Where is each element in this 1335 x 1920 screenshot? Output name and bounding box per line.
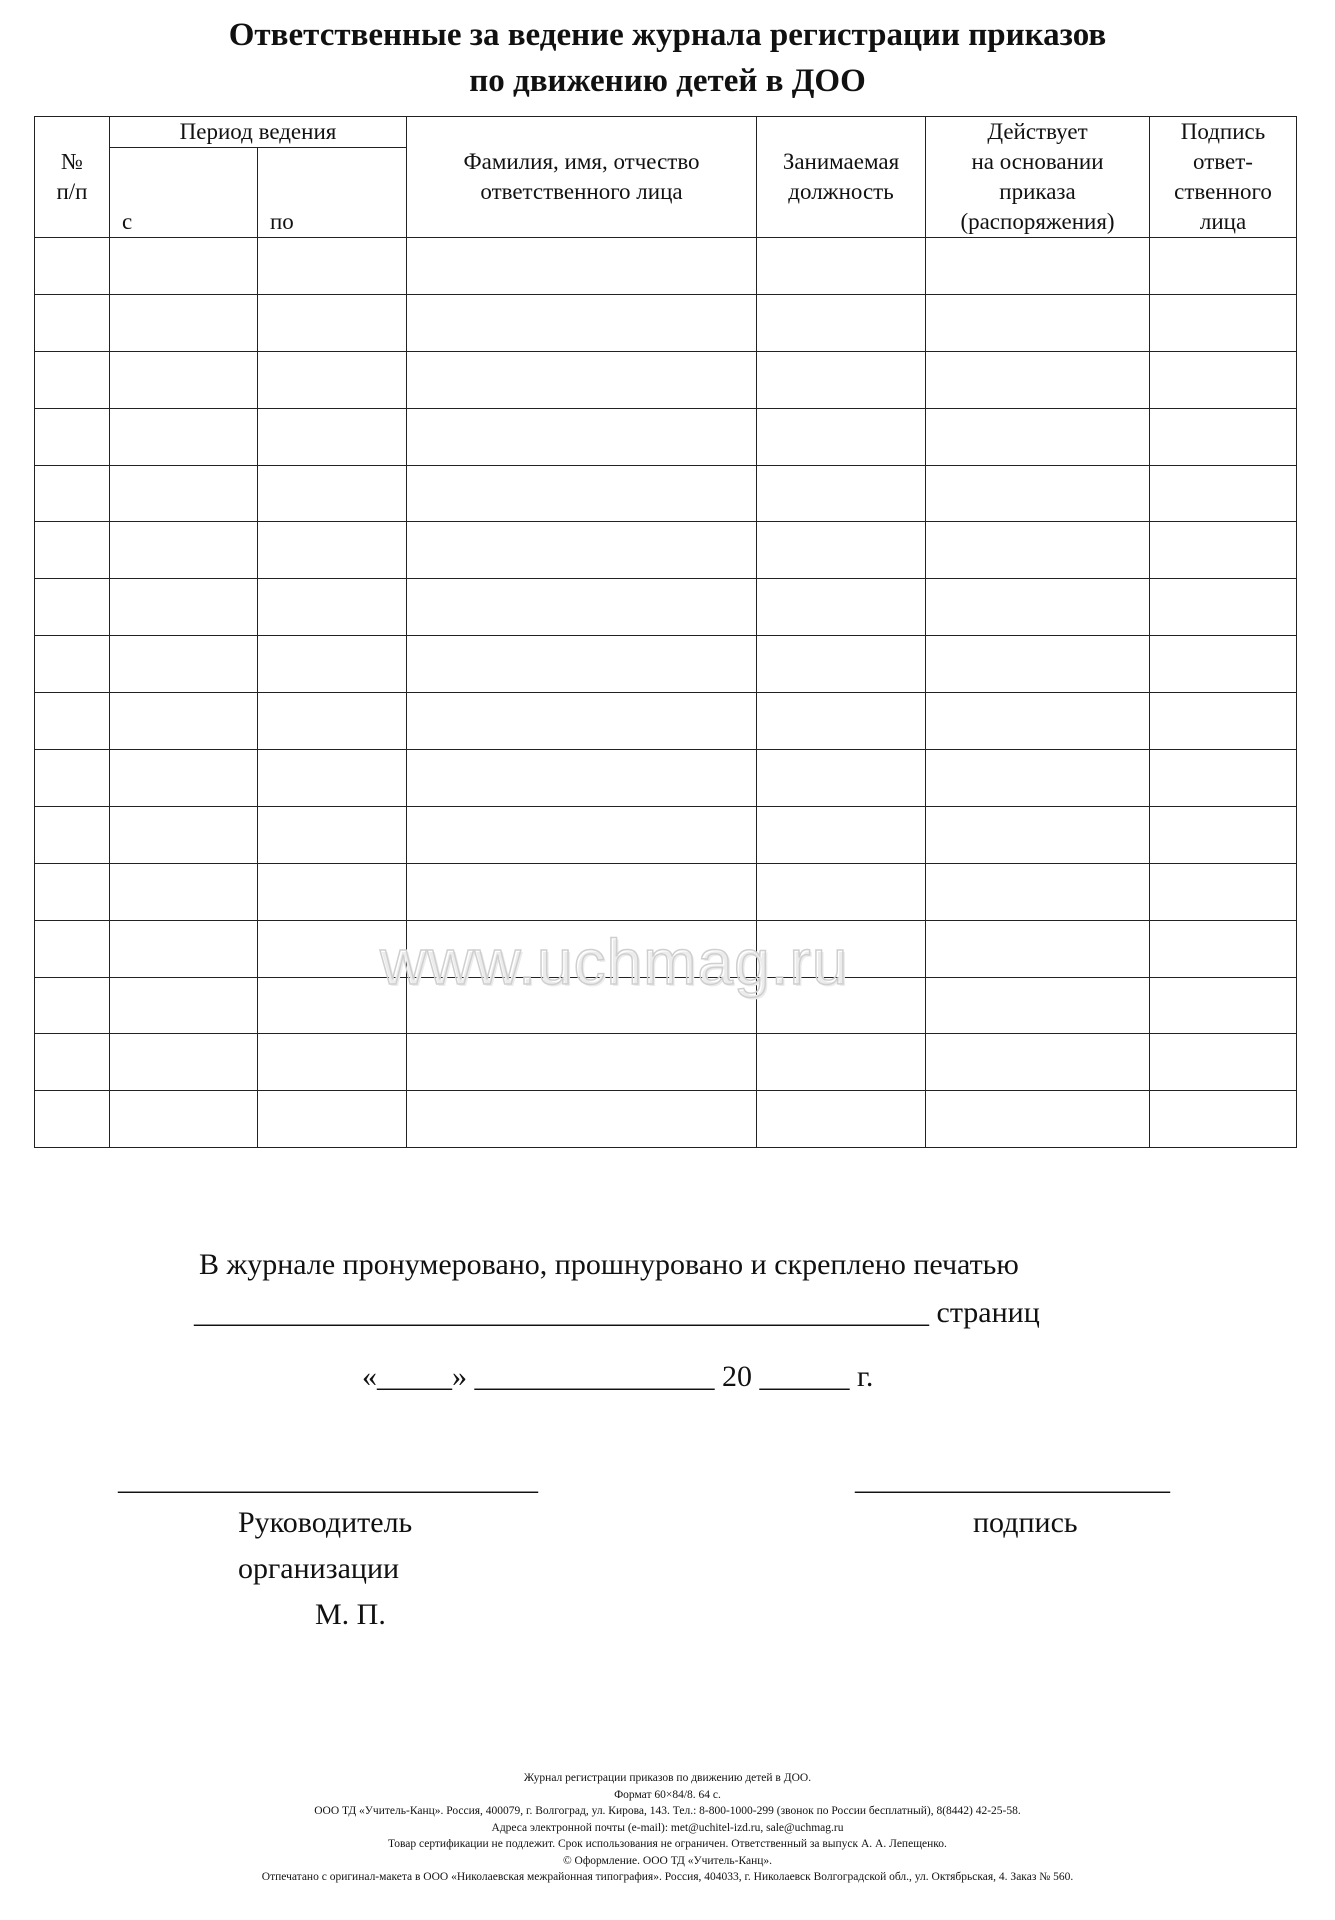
table-cell [1150, 1091, 1297, 1148]
table-cell [407, 408, 757, 465]
table-cell [926, 579, 1150, 636]
head-label-2: организации [238, 1552, 400, 1585]
table-row [35, 408, 1297, 465]
table-row [35, 465, 1297, 522]
table-cell [757, 636, 926, 693]
table-cell [258, 636, 407, 693]
table-cell [35, 1034, 110, 1091]
table-cell [258, 351, 407, 408]
table-cell [926, 238, 1150, 295]
table-cell [35, 693, 110, 750]
table-cell [926, 636, 1150, 693]
footer-line: ООО ТД «Учитель-Канц». Россия, 400079, г. Волгоград, ул. Кирова, 143. Тел.: 8-800-1000-299 (звонок по России бесплатный), 8(8442) 42-25-58. [314, 1805, 1021, 1817]
imprint-footer [0, 1770, 1335, 1886]
table-cell [757, 1034, 926, 1091]
table-cell [258, 1091, 407, 1148]
table-cell [35, 863, 110, 920]
footer-line: © Оформление. ООО ТД «Учитель-Канц». [562, 1854, 773, 1867]
table-cell [258, 522, 407, 579]
header-signature: Подпись ответ- ственного лица [1150, 117, 1297, 238]
table-cell [407, 351, 757, 408]
table-cell [757, 806, 926, 863]
date-line: «_____» ________________ 20 ______ г. [362, 1360, 874, 1393]
table-cell [110, 408, 258, 465]
table-cell [35, 636, 110, 693]
table-cell [1150, 579, 1297, 636]
table-cell [407, 863, 757, 920]
table-cell [110, 238, 258, 295]
table-cell [258, 750, 407, 807]
table-cell [407, 636, 757, 693]
table-row [35, 238, 1297, 295]
table-cell [110, 579, 258, 636]
table-cell [35, 294, 110, 351]
table-cell [926, 522, 1150, 579]
footer-line: Журнал регистрации приказов по движению детей в ДОО. [523, 1772, 812, 1784]
table-cell [258, 238, 407, 295]
table-cell [35, 1091, 110, 1148]
table-cell [757, 750, 926, 807]
table-cell [110, 977, 258, 1034]
table-cell [757, 238, 926, 295]
table-cell [35, 579, 110, 636]
table-cell [258, 294, 407, 351]
table-cell [1150, 863, 1297, 920]
table-row [35, 863, 1297, 920]
table-cell [110, 465, 258, 522]
stamp-label: М. П. [315, 1598, 386, 1631]
table-cell [926, 294, 1150, 351]
watermark: www.uchmag.ru [380, 926, 849, 998]
table-cell [1150, 750, 1297, 807]
table-cell [926, 977, 1150, 1034]
table-cell [757, 522, 926, 579]
table-body [35, 238, 1297, 1148]
table-cell [1150, 408, 1297, 465]
table-row [35, 294, 1297, 351]
table-cell [926, 693, 1150, 750]
table-cell [407, 1091, 757, 1148]
table-cell [757, 294, 926, 351]
table-row [35, 806, 1297, 863]
title-line-1: Ответственные за ведение журнала регистрации приказов [228, 17, 1107, 53]
footer-line: Товар сертификации не подлежит. Срок использования не ограничен. Ответственный за выпуск А. А. Лепещенко. [388, 1838, 947, 1850]
header-name: Фамилия, имя, отчество ответственного лица [407, 117, 757, 238]
table-cell [926, 806, 1150, 863]
table-cell [258, 806, 407, 863]
header-position: Занимаемая должность [757, 117, 926, 238]
table-cell [407, 294, 757, 351]
table-row [35, 522, 1297, 579]
table-cell [1150, 294, 1297, 351]
table-cell [926, 408, 1150, 465]
table-cell [110, 351, 258, 408]
pages-count-line: _________________________________________________ страниц [194, 1296, 1040, 1329]
header-period-to: по [258, 148, 407, 238]
signature-label: подпись [973, 1506, 1078, 1539]
table-cell [110, 920, 258, 977]
head-signature-line: ____________________________ [118, 1463, 538, 1496]
table-cell [407, 522, 757, 579]
table-cell [258, 579, 407, 636]
table-cell [110, 294, 258, 351]
table-cell [926, 750, 1150, 807]
signature-line: _____________________ [855, 1463, 1170, 1496]
table-cell [110, 522, 258, 579]
header-period-from: с [110, 148, 258, 238]
footer-line: Адреса электронной почты (e-mail): met@uchitel-izd.ru, sale@uchmag.ru [491, 1821, 844, 1834]
table-cell [407, 693, 757, 750]
table-cell [35, 465, 110, 522]
table-cell [1150, 1034, 1297, 1091]
table-cell [407, 465, 757, 522]
table-cell [1150, 977, 1297, 1034]
table-cell [1150, 351, 1297, 408]
head-label-1: Руководитель [238, 1506, 413, 1539]
table-row [35, 351, 1297, 408]
table-cell [757, 465, 926, 522]
table-cell [1150, 522, 1297, 579]
table-row [35, 693, 1297, 750]
table-cell [926, 863, 1150, 920]
title-line-2: по движению детей в ДОО [469, 63, 866, 99]
table-cell [258, 863, 407, 920]
table-cell [757, 693, 926, 750]
table-cell [757, 408, 926, 465]
table-cell [407, 750, 757, 807]
table-cell [110, 863, 258, 920]
table-cell [1150, 238, 1297, 295]
certification-statement: В журнале пронумеровано, прошнуровано и скреплено печатью [199, 1248, 1019, 1281]
table-cell [926, 1091, 1150, 1148]
table-cell [110, 636, 258, 693]
table-row [35, 636, 1297, 693]
table-cell [926, 465, 1150, 522]
table-row [35, 1034, 1297, 1091]
table-cell [757, 579, 926, 636]
header-number: № п/п [35, 117, 110, 238]
table-cell [258, 1034, 407, 1091]
table-cell [1150, 693, 1297, 750]
header-basis: Действует на основании приказа (распоряжения) [926, 117, 1150, 238]
table-cell [1150, 465, 1297, 522]
table-cell [1150, 920, 1297, 977]
table-cell [35, 522, 110, 579]
table-row [35, 1091, 1297, 1148]
header-period: Период ведения [110, 117, 407, 148]
table-cell [757, 351, 926, 408]
footer-line: Отпечатано с оригинал-макета в ООО «Николаевская межрайонная типография». Россия, 404033, г. Николаевск Волгоградской обл., ул. Октябрьская, 4. Заказ № 560. [261, 1871, 1074, 1883]
footer-line: Формат 60×84/8. 64 с. [614, 1788, 721, 1801]
table-cell [35, 238, 110, 295]
table-cell [35, 920, 110, 977]
table-cell [35, 977, 110, 1034]
table-cell [110, 806, 258, 863]
table-cell [1150, 806, 1297, 863]
table-cell [110, 1091, 258, 1148]
table-row [35, 750, 1297, 807]
table-cell [1150, 636, 1297, 693]
table-cell [258, 465, 407, 522]
table-cell [35, 408, 110, 465]
table-cell [407, 238, 757, 295]
table-cell [110, 693, 258, 750]
table-cell [757, 863, 926, 920]
table-cell [757, 1091, 926, 1148]
table-cell [926, 351, 1150, 408]
table-row [35, 579, 1297, 636]
table-cell [110, 1034, 258, 1091]
table-cell [258, 408, 407, 465]
table-cell [35, 806, 110, 863]
table-cell [110, 750, 258, 807]
table-cell [258, 693, 407, 750]
document-title [0, 12, 1335, 104]
table-cell [926, 920, 1150, 977]
table-cell [35, 750, 110, 807]
table-cell [407, 806, 757, 863]
table-cell [926, 1034, 1150, 1091]
table-cell [407, 1034, 757, 1091]
table-cell [407, 579, 757, 636]
table-cell [35, 351, 110, 408]
